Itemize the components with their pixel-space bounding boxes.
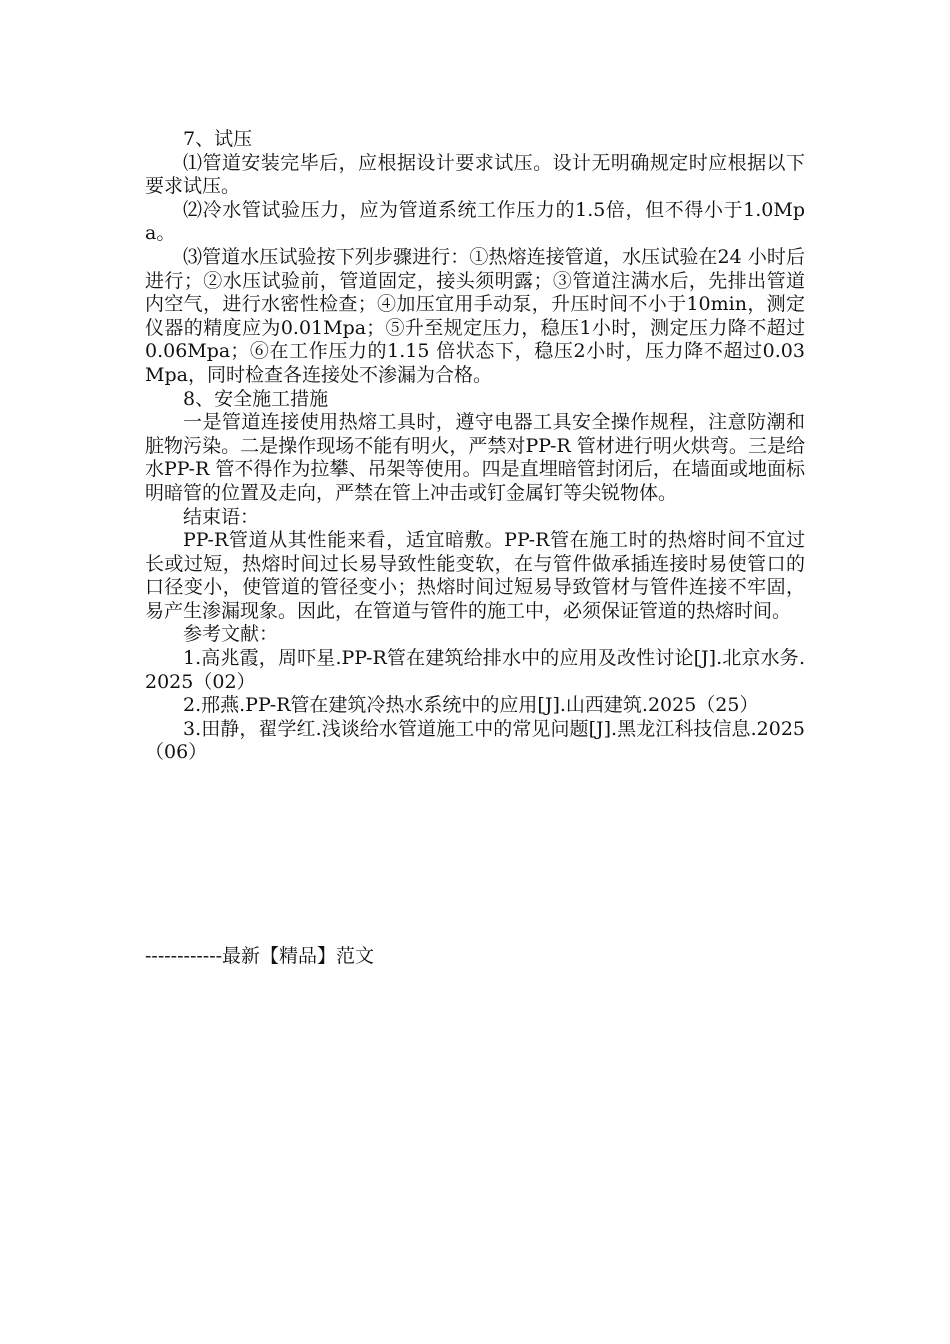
section-7-paragraph-1: ⑴管道安装完毕后，应根据设计要求试压。设计无明确规定时应根据以下要求试压。 <box>145 151 805 198</box>
section-7-paragraph-3: ⑶管道水压试验按下列步骤进行：①热熔连接管道，水压试验在24 小时后进行；②水压试验前，管道固定，接头须明露；③管道注满水后，先排出管道内空气，进行水密性检查；④加压宜用手动泵，升压时间不小于10min，测定仪器的精度应为0.01Mpa；⑤升至规定压力，稳压1小时，测定压力降不超过0.06Mpa；⑥在工作压力的1.15 倍状态下，稳压2小时，压力降不超过0.03Mpa，同时检查各连接处不渗漏为合格。 <box>145 245 805 386</box>
footer-banner: ------------最新【精品】范文 <box>145 945 375 967</box>
reference-item-3: 3.田静，翟学红.浅谈给水管道施工中的常见问题[J].黑龙江科技信息.2025（06） <box>145 717 805 764</box>
section-7-heading: 7、试压 <box>183 128 253 150</box>
conclusion-paragraph: PP-R管道从其性能来看，适宜暗敷。PP-R管在施工时的热熔时间不宜过长或过短，热熔时间过长易导致性能变软，在与管件做承插连接时易使管口的口径变小，使管道的管径变小；热熔时间过短易导致管材与管件连接不牢固，易产生渗漏现象。因此，在管道与管件的施工中，必须保证管道的热熔时间。 <box>145 529 805 622</box>
document-body <box>145 128 805 765</box>
reference-item-2: 2.邢燕.PP-R管在建筑冷热水系统中的应用[J].山西建筑.2025（25） <box>183 694 759 717</box>
conclusion-heading: 结束语： <box>183 505 260 528</box>
references-heading: 参考文献： <box>183 623 279 646</box>
section-8-paragraph-1: 一是管道连接使用热熔工具时，遵守电器工具安全操作规程，注意防潮和脏物污染。二是操作现场不能有明火，严禁对PP-R 管材进行明火烘弯。三是给水PP-R 管不得作为拉攀、吊架等使用。四是直埋暗管封闭后，在墙面或地面标明暗管的位置及走向，严禁在管上冲击或钉金属钉等尖锐物体。 <box>145 411 805 504</box>
reference-item-1: 1.高兆霞，周吓星.PP-R管在建筑给排水中的应用及改性讨论[J].北京水务.2025（02） <box>145 647 805 693</box>
section-7-paragraph-2: ⑵冷水管试验压力，应为管道系统工作压力的1.5倍，但不得小于1.0Mpa。 <box>145 198 805 245</box>
section-8-heading: 8、安全施工措施 <box>183 387 329 410</box>
